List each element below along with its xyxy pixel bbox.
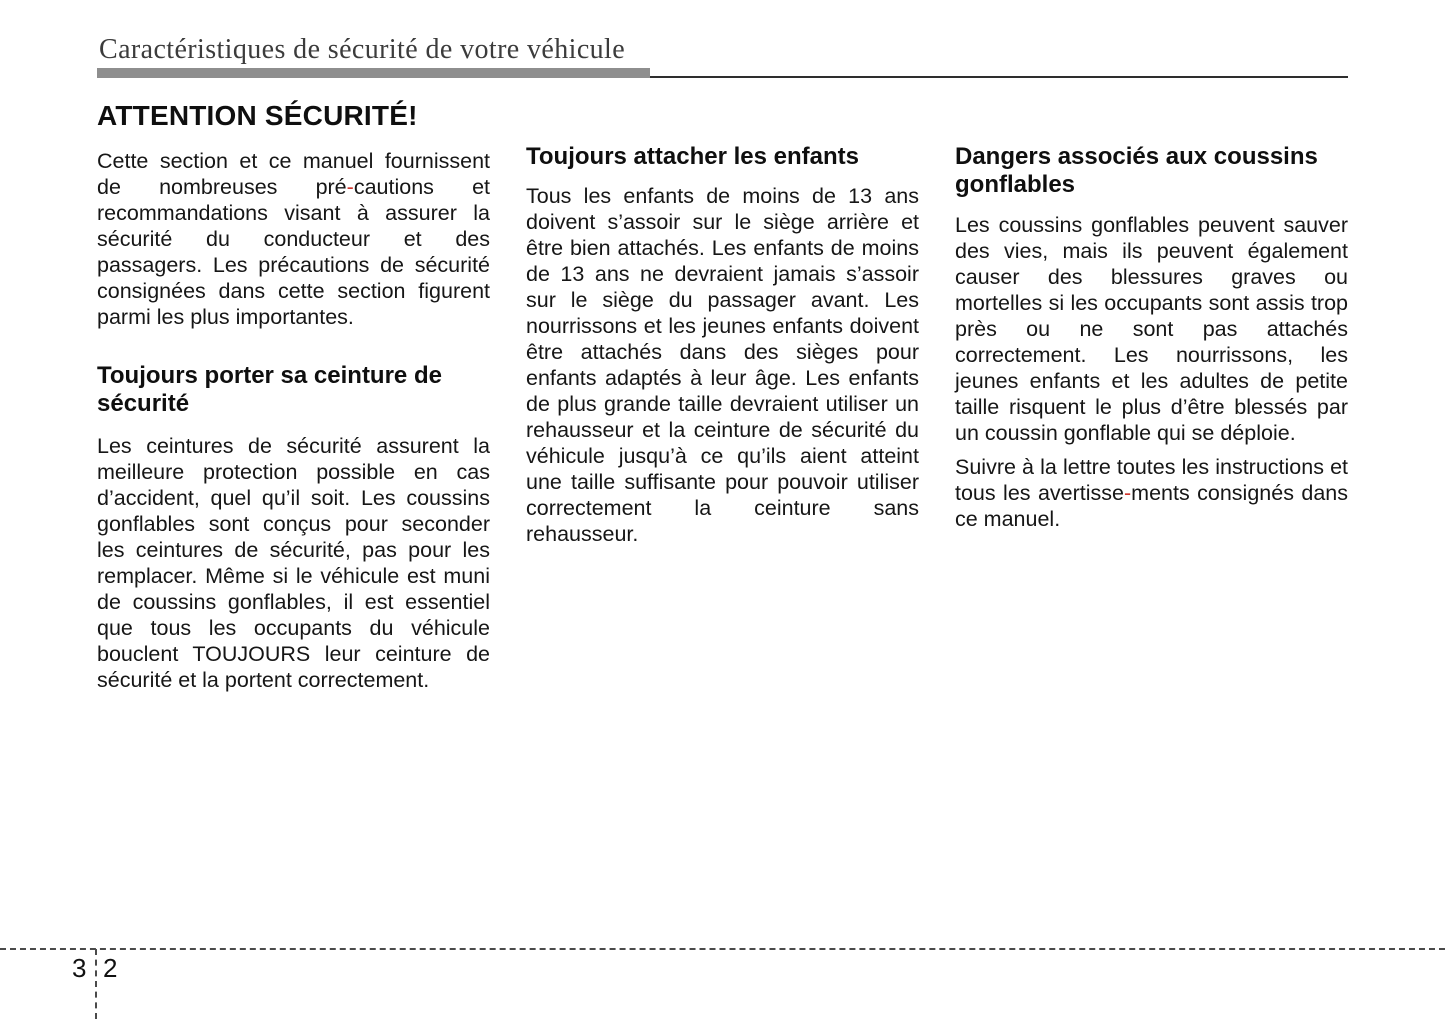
children-heading: Toujours attacher les enfants — [526, 143, 859, 170]
column-3 — [955, 100, 1348, 693]
col3-p2-text-a: Suivre à la lettre toutes les instructions et tous les avertisse — [955, 454, 1348, 505]
column-2 — [526, 100, 919, 693]
section-number: 3 — [72, 953, 87, 983]
col3-p2-text-b: ments consignés dans ce manuel. — [955, 480, 1348, 531]
seatbelt-subheading: Toujours porter sa ceinture de sécurité — [97, 362, 442, 418]
col1-paragraph-1 — [97, 148, 490, 330]
content-columns — [97, 100, 1348, 693]
red-hyphen: - — [1124, 480, 1132, 505]
red-hyphen: - — [346, 175, 354, 199]
footer-dashed-line — [0, 948, 1445, 950]
col1-p1-text-b: cautions et recommandations visant à assurer la sécurité du conducteur et des passagers. Les précautions de sécurité consignées dans cette section figurent parmi les plus importantes. — [97, 175, 491, 329]
footer-vertical-dashed-line — [95, 949, 97, 1019]
column-1 — [97, 100, 490, 693]
page-header — [97, 34, 1348, 78]
col3-paragraph-1: Les coussins gonflables peuvent sauver des vies, mais ils peuvent également causer des blessures graves ou mortelles si les occupants sont assis trop près ou ne sont pas attachés correctement. Les nourrissons, les jeunes enfants et les adultes de petite taille risquent le plus d’être blessés par un coussin gonflable qui se déploie. — [955, 212, 1348, 445]
header-rule — [97, 67, 1348, 78]
page-number: 2 — [103, 953, 118, 983]
attention-title: ATTENTION SÉCURITÉ! — [97, 100, 418, 131]
col2-paragraph-1: Tous les enfants de moins de 13 ans doivent s’assoir sur le siège arrière et être bien attachés. Les enfants de moins de 13 ans ne devraient jamais s’assoir sur le siège du passager avant. Les nourrissons et les jeunes enfants doivent être attachés dans des sièges pour enfants adaptés à leur âge. Les enfants de plus grande taille devraient utiliser un rehausseur et la ceinture de sécurité du véhicule jusqu’à ce qu’ils aient atteint une taille suffisante pour pouvoir utiliser correctement la ceinture sans rehausseur. — [526, 184, 919, 547]
page-title: Caractéristiques de sécurité de votre véhicule — [99, 34, 626, 65]
col3-paragraph-2 — [955, 454, 1348, 532]
airbag-dangers-heading: Dangers associés aux coussins gonflables — [955, 143, 1318, 199]
col1-p1-text-a: Cette section et ce manuel fournissent de nombreuses pré — [97, 149, 490, 199]
col1-paragraph-2: Les ceintures de sécurité assurent la meilleure protection possible en cas d’accident, quel qu’il soit. Les coussins gonflables sont conçus pour seconder les ceintures de sécurité, pas pour les remplacer. Même si le véhicule est muni de coussins gonflables, il est essentiel que tous les occupants du véhicule bouclent TOUJOURS leur ceinture de sécurité et la portent correctement. — [97, 433, 490, 692]
header-thick-bar — [97, 68, 650, 78]
